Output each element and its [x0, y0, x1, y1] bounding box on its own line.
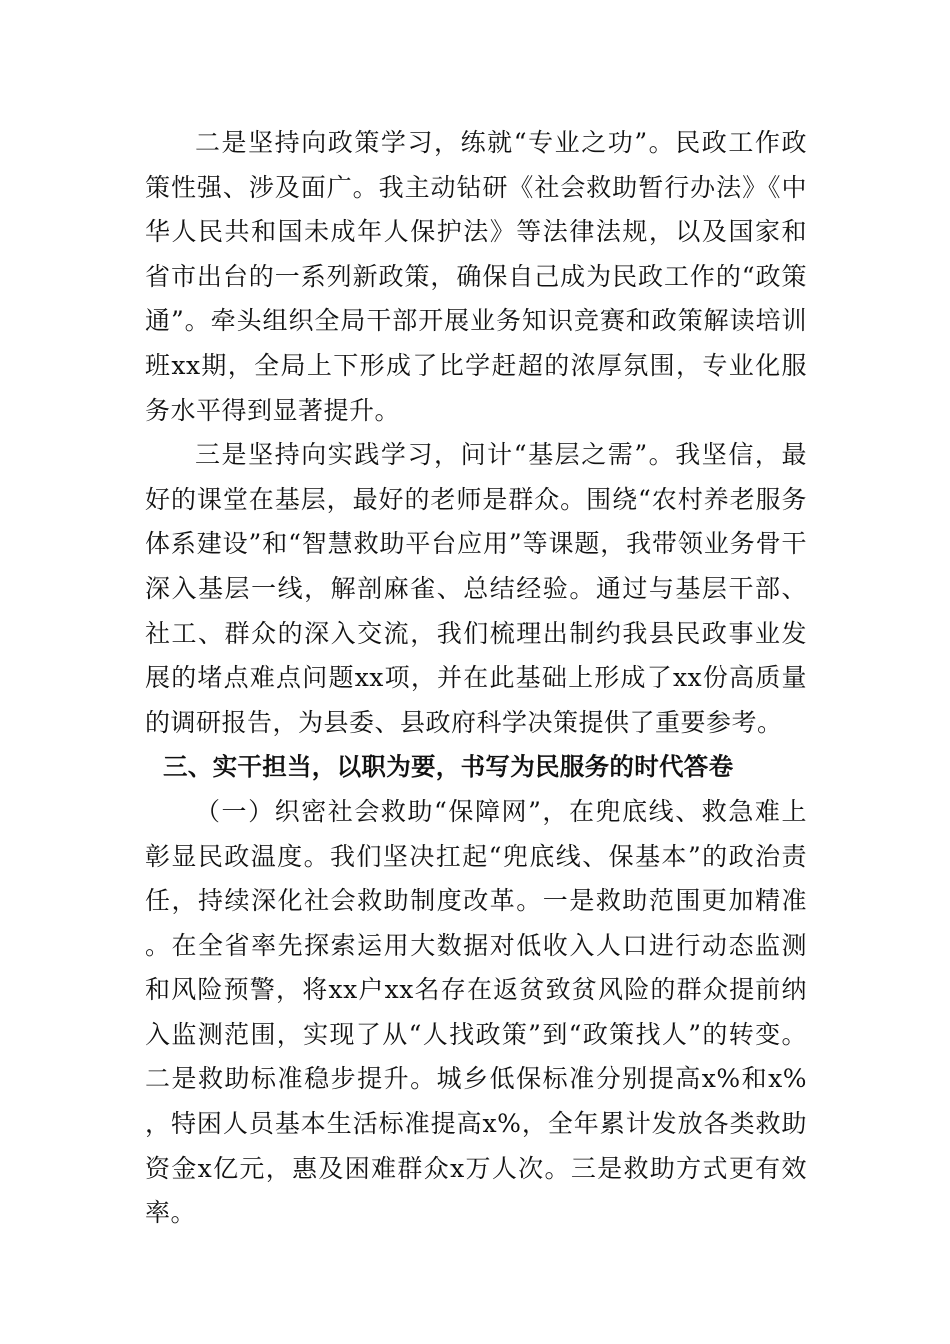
- document-body: [145, 121, 807, 1236]
- paragraph-social-assistance: （一）织密社会救助“保障网”，在兜底线、救急难上彰显民政温度。我们坚决扛起“兜底线、保基本”的政治责任，持续深化社会救助制度改革。一是救助范围更加精准。在全省率先探索运用大数据对低收入人口进行动态监测和风险预警，将xx户xx名存在返贫致贫风险的群众提前纳入监测范围，实现了从“人找政策”到“政策找人”的转变。二是救助标准稳步提升。城乡低保标准分别提高x%和x%，特困人员基本生活标准提高x%，全年累计发放各类救助资金x亿元，惠及困难群众x万人次。三是救助方式更有效率。: [145, 796, 807, 1228]
- section-heading: 三、实干担当，以职为要，书写为民服务的时代答卷: [163, 752, 734, 782]
- paragraph-practice-learning: 三是坚持向实践学习，问计“基层之需”。我坚信，最好的课堂在基层，最好的老师是群众。围绕“农村养老服务体系建设”和“智慧救助平台应用”等课题，我带领业务骨干深入基层一线，解剖麻雀、总结经验。通过与基层干部、社工、群众的深入交流，我们梳理出制约我县民政事业发展的堵点难点问题xx项，并在此基础上形成了xx份高质量的调研报告，为县委、县政府科学决策提供了重要参考。: [145, 440, 807, 737]
- paragraph-policy-learning: 二是坚持向政策学习，练就“专业之功”。民政工作政策性强、涉及面广。我主动钻研《社会救助暂行办法》《中华人民共和国未成年人保护法》等法律法规，以及国家和省市出台的一系列新政策，确保自己成为民政工作的“政策通”。牵头组织全局干部开展业务知识竞赛和政策解读培训班xx期，全局上下形成了比学赶超的浓厚氛围，专业化服务水平得到显著提升。: [145, 128, 807, 425]
